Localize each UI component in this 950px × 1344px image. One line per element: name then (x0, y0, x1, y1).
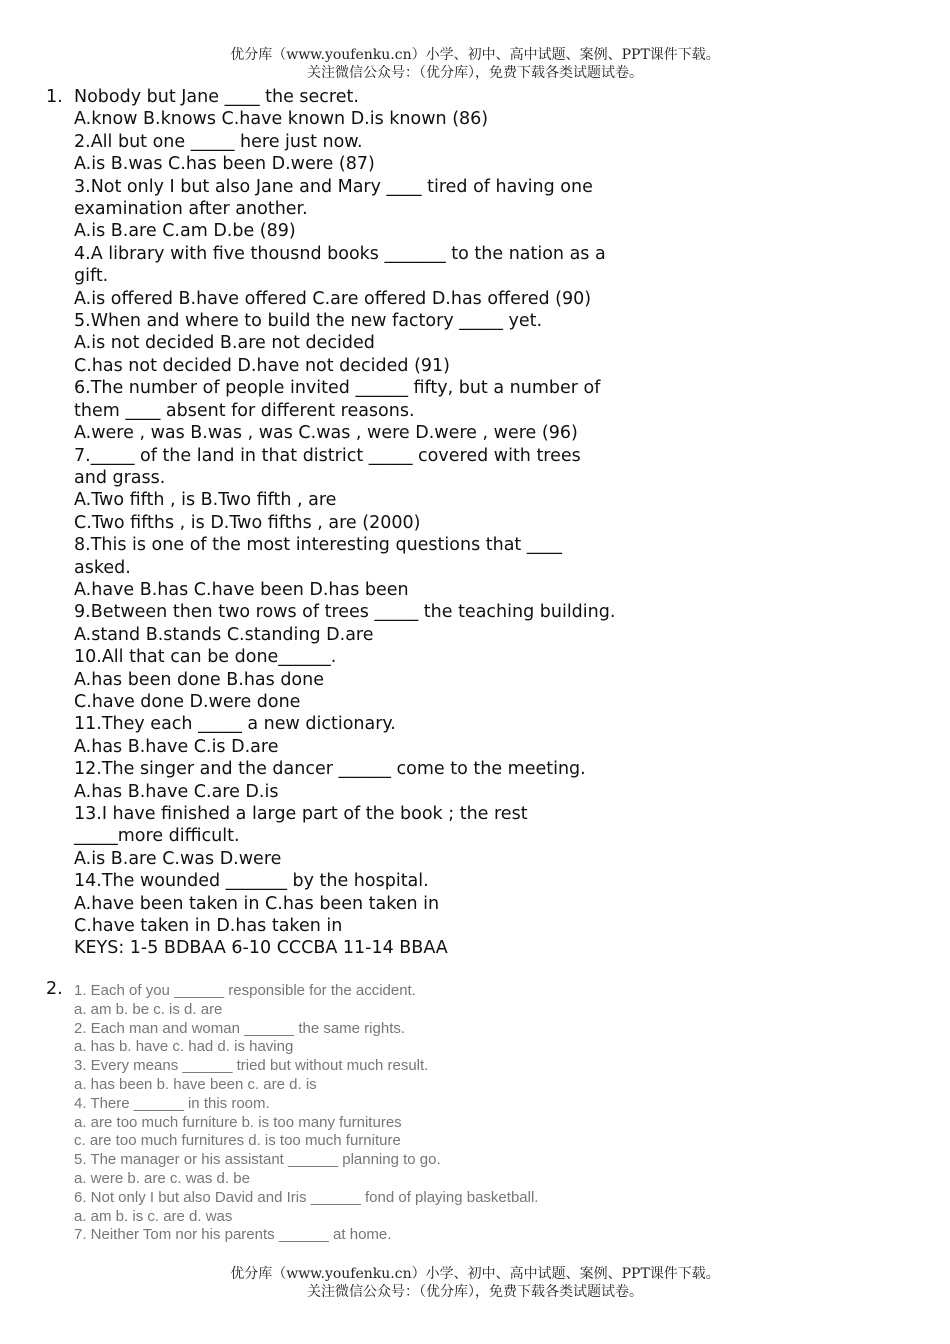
text-line: 11.They each _____ a new dictionary. (74, 714, 396, 735)
text-line: 2. Each man and woman ______ the same rights. (74, 1019, 406, 1037)
page-header (0, 46, 950, 82)
text-line: asked. (74, 557, 131, 578)
text-line: 4.A library with five thousnd books _______ to the nation as a (74, 243, 606, 264)
text-line: 13.I have finished a large part of the book ; the rest (74, 804, 528, 824)
text-line: 12.The singer and the dancer ______ come to the meeting. (74, 759, 586, 780)
text-line: 9.Between then two rows of trees _____ the teaching building. (74, 602, 616, 623)
text-line: A.has B.have C.are D.is (74, 781, 279, 802)
text-line: KEYS: 1-5 BDBAA 6-10 CCCBA 11-14 BBAA (74, 938, 448, 959)
text-line: a. were b. are c. was d. be (74, 1169, 250, 1187)
text-line: 7._____ of the land in that district _____ covered with trees (74, 445, 581, 466)
text-line: Nobody but Jane ____ the secret. (74, 87, 359, 107)
text-line: 8.This is one of the most interesting questions that ____ (74, 535, 562, 556)
text-line: them ____ absent for different reasons. (74, 400, 415, 421)
text-line: C.Two fifths , is D.Two fifths , are (2000) (74, 512, 421, 533)
text-line: a. has b. have c. had d. is having (74, 1038, 294, 1056)
page-footer (0, 1265, 950, 1301)
text-line: a. are too much furniture b. is too many furnitures (74, 1113, 402, 1131)
text-line: A.have B.has C.have been D.has been (74, 579, 409, 600)
text-line: A.Two fifth , is B.Two fifth , are (74, 490, 337, 511)
text-line: A.is B.was C.has been D.were (87) (74, 154, 375, 175)
footer-line-2: 关注微信公众号：（优分库），免费下载各类试题试卷。 (307, 1284, 643, 1300)
text-line: 3.Not only I but also Jane and Mary ____ tired of having one (74, 176, 593, 197)
text-line: 1. Each of you ______ responsible for the accident. (74, 982, 416, 999)
text-line: A.were , was B.was , was C.was , were D.were , were (96) (74, 423, 578, 444)
text-line: 2.All but one _____ here just now. (74, 131, 363, 152)
question-lines (74, 982, 746, 1245)
text-line: examination after another. (74, 199, 308, 220)
text-line: 5.When and where to build the new factory _____ yet. (74, 311, 543, 332)
section-number: 1. (46, 87, 63, 107)
text-line: A.have been taken in C.has been taken in (74, 893, 440, 914)
text-line: A.is B.are C.am D.be (89) (74, 221, 296, 242)
text-line: A.is not decided B.are not decided (74, 333, 375, 354)
text-line: a. has been b. have been c. are d. is (74, 1075, 317, 1093)
text-line: a. am b. is c. are d. was (74, 1207, 233, 1225)
header-line-1: 优分库（www.youfenku.cn）小学、初中、高中试题、案例、PPT课件下载。 (230, 47, 720, 63)
question-lines (74, 86, 746, 960)
text-line: 14.The wounded _______ by the hospital. (74, 871, 429, 892)
section-number: 2. (46, 979, 63, 999)
text-line: C.has not decided D.have not decided (91) (74, 355, 450, 376)
text-line: C.have taken in D.has taken in (74, 916, 343, 937)
text-line: 10.All that can be done______. (74, 647, 337, 668)
text-line: A.stand B.stands C.standing D.are (74, 624, 374, 645)
text-line: A.has been done B.has done (74, 669, 324, 690)
question-section-2 (46, 979, 746, 1245)
footer-line-1: 优分库（www.youfenku.cn）小学、初中、高中试题、案例、PPT课件下载。 (230, 1266, 720, 1282)
text-line: 7. Neither Tom nor his parents ______ at home. (74, 1226, 392, 1244)
text-line: A.know B.knows C.have known D.is known (86) (74, 109, 489, 130)
text-line: A.has B.have C.is D.are (74, 736, 279, 757)
text-line: a. am b. be c. is d. are (74, 1000, 223, 1018)
text-line: 3. Every means ______ tried but without much result. (74, 1057, 429, 1075)
header-line-2: 关注微信公众号：（优分库），免费下载各类试题试卷。 (307, 65, 643, 81)
text-line: gift. (74, 266, 109, 287)
text-line: 6. Not only I but also David and Iris ______ fond of playing basketball. (74, 1188, 539, 1206)
question-section-1 (46, 86, 746, 960)
text-line: 4. There ______ in this room. (74, 1094, 270, 1112)
text-line: and grass. (74, 467, 166, 488)
text-line: A.is B.are C.was D.were (74, 848, 282, 869)
text-line: A.is offered B.have offered C.are offered D.has offered (90) (74, 288, 592, 309)
text-line: 6.The number of people invited ______ fifty, but a number of (74, 378, 601, 399)
text-line: c. are too much furnitures d. is too much furniture (74, 1132, 401, 1150)
text-line: 5. The manager or his assistant ______ planning to go. (74, 1151, 441, 1169)
text-line: _____more difficult. (74, 826, 240, 847)
text-line: C.have done D.were done (74, 691, 301, 712)
